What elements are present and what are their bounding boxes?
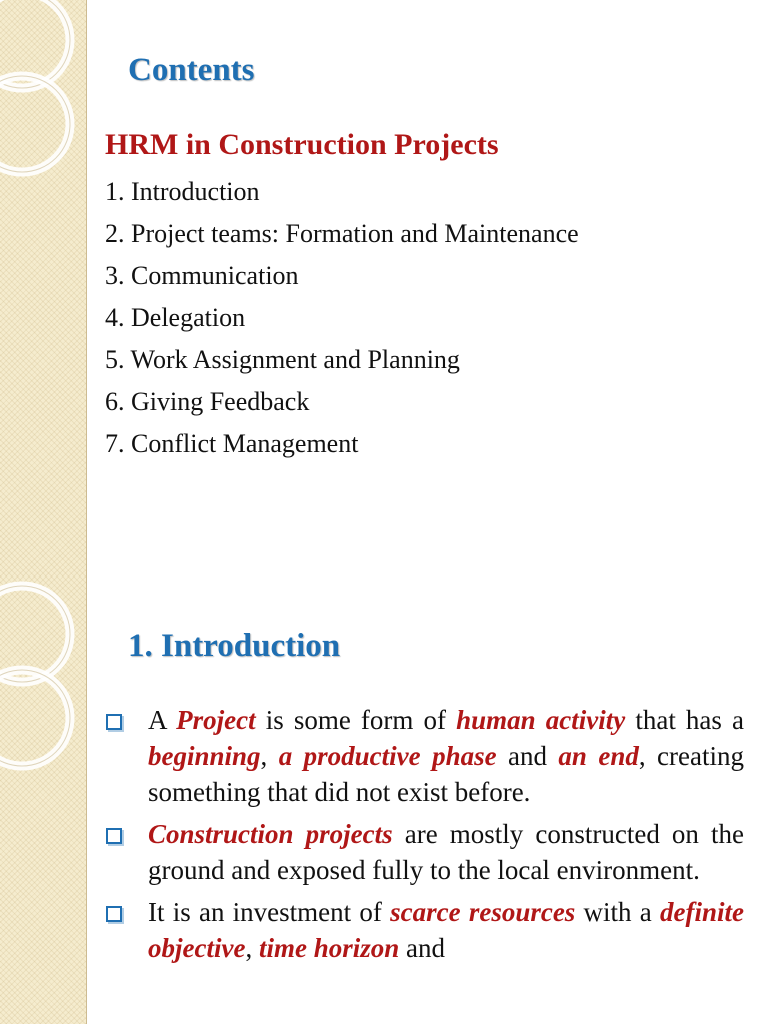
emphasis-text: scarce resources	[390, 897, 576, 927]
list-item: 3. Communication	[105, 261, 299, 290]
bullet-text: and	[496, 741, 559, 771]
list-item: 1. Introduction	[105, 177, 260, 206]
list-item: 7. Conflict Management	[105, 429, 359, 458]
ring-decoration-icon	[0, 68, 78, 180]
bullet-text: with a	[575, 897, 661, 927]
emphasis-text: Construction projects	[148, 819, 393, 849]
square-bullet-icon	[106, 828, 122, 844]
bullet-text: and	[399, 933, 445, 963]
emphasis-text: beginning	[148, 741, 261, 771]
bullet-text: , creating something that did not exist before.	[148, 741, 744, 807]
list-item: 5. Work Assignment and Planning	[105, 345, 460, 374]
list-item: 6. Giving Feedback	[105, 387, 310, 416]
list-item: 2. Project teams: Formation and Maintenance	[105, 219, 579, 248]
emphasis-text: time horizon	[258, 933, 400, 963]
bullet-text: are mostly constructed on the ground and exposed fully to the local environment.	[148, 819, 744, 885]
emphasis-text: an end	[558, 741, 639, 771]
bullet-list	[104, 702, 744, 972]
square-bullet-icon	[106, 714, 122, 730]
emphasis-text: a productive phase	[278, 741, 497, 771]
list-item	[104, 702, 744, 810]
bullet-text: that has a	[625, 705, 745, 735]
emphasis-text: Project	[176, 705, 256, 735]
slide-introduction	[0, 576, 768, 1024]
bullet-text: ,	[260, 741, 279, 771]
emphasis-text: definite objective	[148, 897, 744, 963]
bullet-text: A	[148, 705, 177, 735]
bullet-text: It is an investment of	[148, 897, 391, 927]
bullet-text: ,	[245, 933, 259, 963]
square-bullet-icon	[106, 906, 122, 922]
bullet-text: is some form of	[255, 705, 457, 735]
section-subtitle: HRM in Construction Projects	[105, 128, 499, 161]
list-item	[104, 894, 744, 966]
ring-decoration-icon	[0, 662, 78, 774]
contents-list	[105, 174, 579, 468]
emphasis-text: human activity	[456, 705, 626, 735]
section-title: 1. Introduction	[128, 628, 341, 664]
page-title: Contents	[128, 52, 255, 88]
list-item	[104, 816, 744, 888]
list-item: 4. Delegation	[105, 303, 246, 332]
